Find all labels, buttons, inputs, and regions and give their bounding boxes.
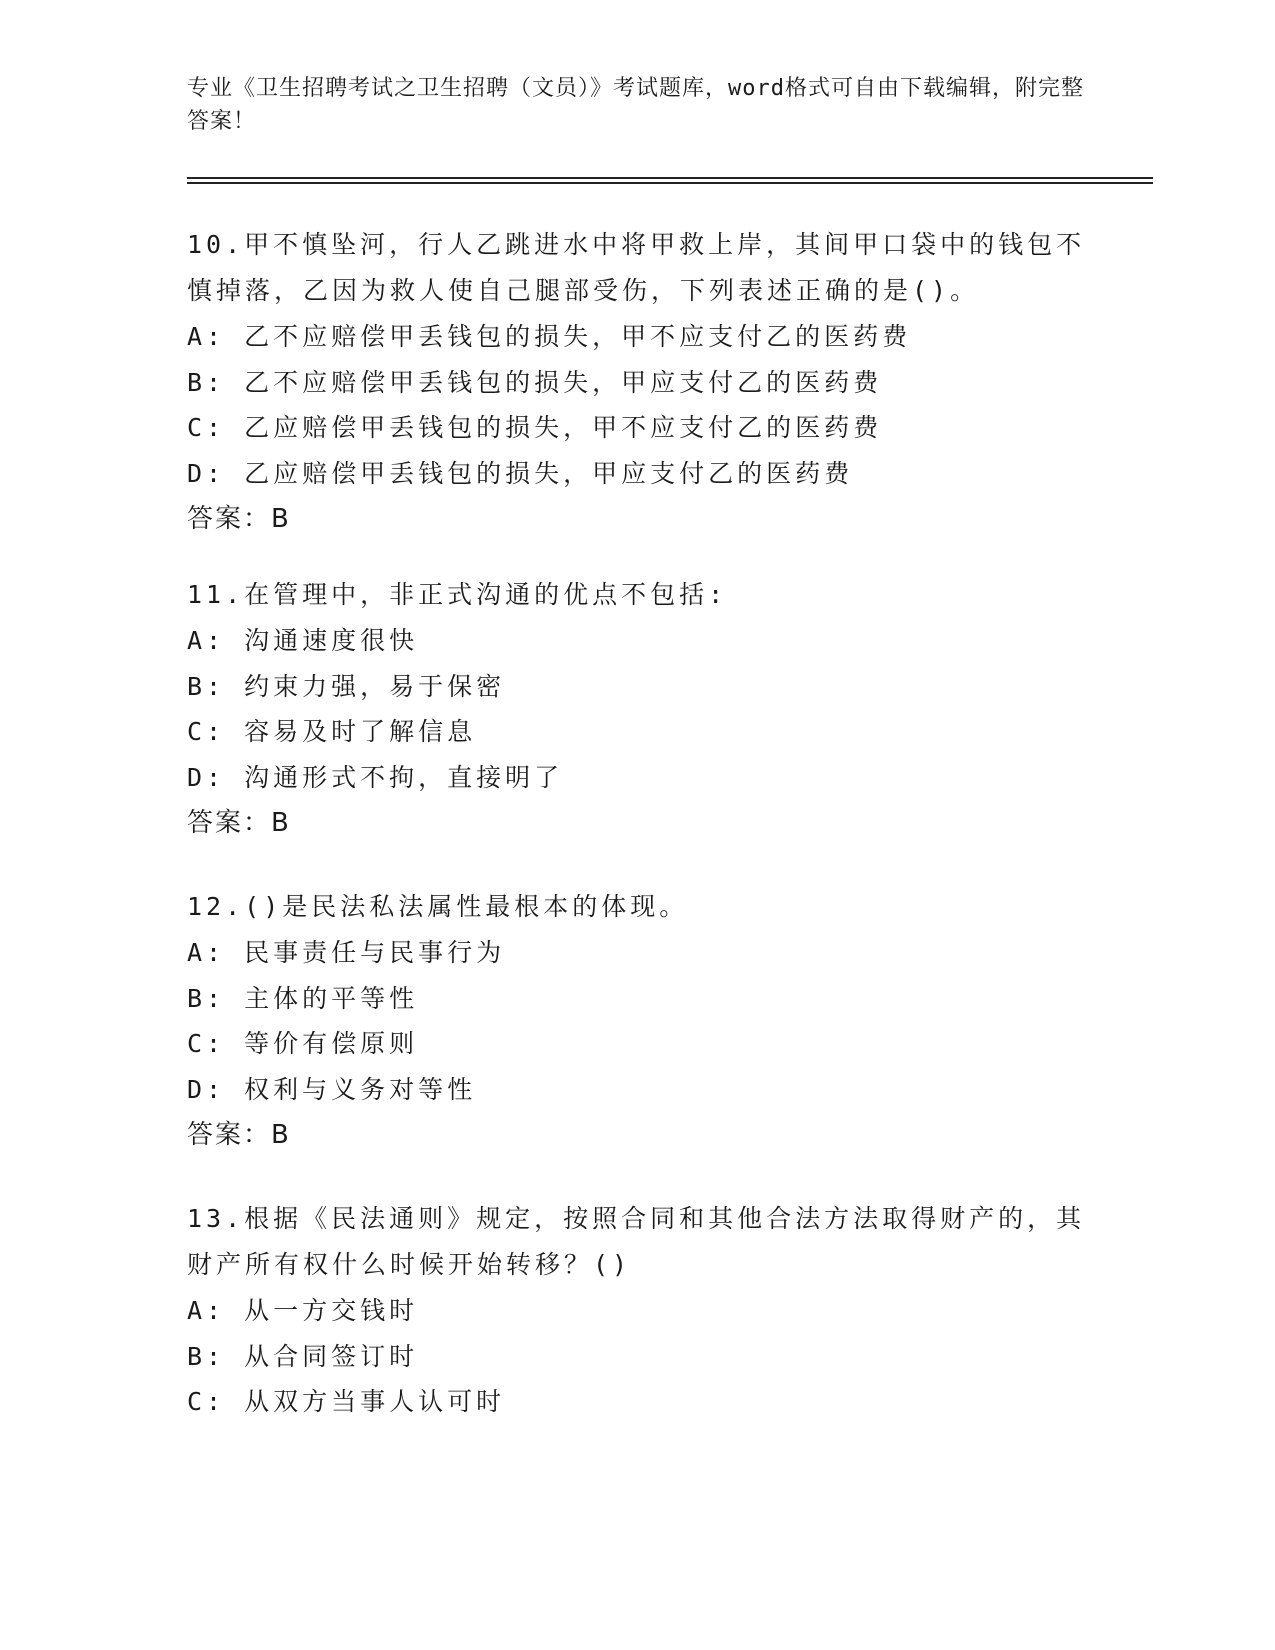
option-d: D: 乙应赔偿甲丢钱包的损失，甲应支付乙的医药费: [187, 458, 854, 488]
question-13: [187, 1196, 1087, 1425]
option-b: B: 乙不应赔偿甲丢钱包的损失，甲应支付乙的医药费: [187, 367, 883, 397]
question-11: [187, 572, 1087, 846]
option-c: C: 容易及时了解信息: [187, 717, 477, 746]
option-c: C: 从双方当事人认可时: [187, 1387, 506, 1416]
option-c: C: 等价有偿原则: [187, 1029, 419, 1058]
header-divider-top: [187, 177, 1153, 179]
option-a: A: 民事责任与民事行为: [187, 938, 506, 967]
option-c: C: 乙应赔偿甲丢钱包的损失，甲不应支付乙的医药费: [187, 413, 883, 442]
answer-label: 答案：B: [187, 1120, 291, 1150]
question-stem: 12.()是民法私法属性最根本的体现。: [187, 892, 689, 921]
option-d: D: 权利与义务对等性: [187, 1074, 477, 1104]
question-stem: 11.在管理中，非正式沟通的优点不包括:: [187, 580, 728, 609]
option-b: B: 从合同签订时: [187, 1341, 419, 1371]
header-divider-bottom: [187, 182, 1153, 184]
question-10: [187, 222, 1087, 542]
answer-label: 答案：B: [187, 808, 291, 838]
question-stem: 10.甲不慎坠河，行人乙跳进水中将甲救上岸，其间甲口袋中的钱包不慎掉落，乙因为救人使自己腿部受伤，下列表述正确的是()。: [187, 230, 1086, 305]
document-header: 专业《卫生招聘考试之卫生招聘（文员）》考试题库，word格式可自由下载编辑，附完整答案！: [187, 76, 1084, 134]
answer-label: 答案：B: [187, 504, 291, 534]
option-b: B: 主体的平等性: [187, 983, 419, 1013]
option-a: A: 从一方交钱时: [187, 1296, 419, 1325]
option-d: D: 沟通形式不拘，直接明了: [187, 762, 564, 792]
option-a: A: 乙不应赔偿甲丢钱包的损失，甲不应支付乙的医药费: [187, 322, 912, 351]
option-b: B: 约束力强，易于保密: [187, 671, 506, 701]
option-a: A: 沟通速度很快: [187, 626, 419, 655]
question-stem: 13.根据《民法通则》规定，按照合同和其他合法方法取得财产的，其财产所有权什么时候开始转移？(): [187, 1204, 1086, 1279]
question-12: [187, 884, 1087, 1158]
